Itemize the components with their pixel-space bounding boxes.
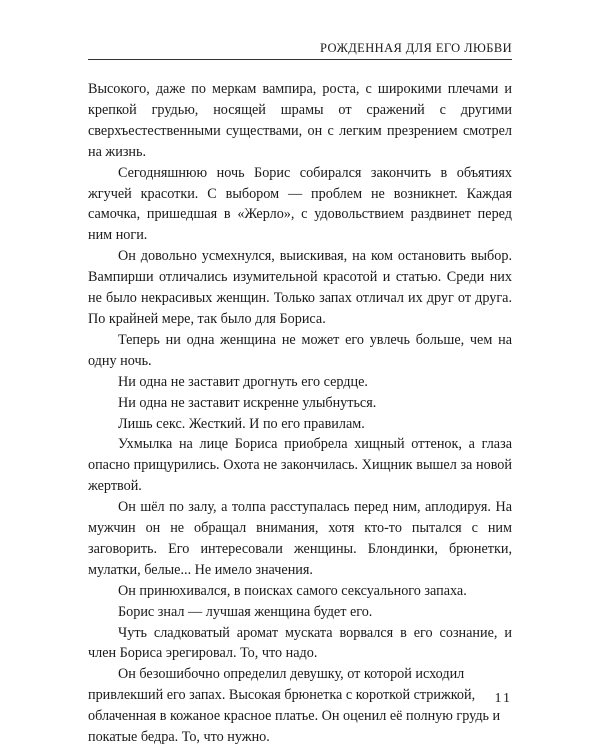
paragraph-6: Ни одна не заставит искренне улыбнуться. [118,394,377,411]
paragraph-3: Он довольно усмехнулся, выискивая, на ком остановить выбор. Вампирши отличались изумительной красотой и статью. Среди них не было некрасивых женщин. Только запах отличал их друг от друга. По крайней мере, так было для Бориса. [88,248,512,327]
paragraph-12: Чуть сладковатый аромат муската ворвался в его сознание, и член Бориса эрегировал. То, что надо. [88,624,512,662]
paragraph-11: Борис знал — лучшая женщина будет его. [118,603,373,620]
paragraph-1: Высокого, даже по меркам вампира, роста, с широкими плечами и крепкой грудью, носящей шрамы от сражений с другими сверхъестественными существами, он с легким презрением смотрел на жизнь. [88,81,512,160]
paragraph-7: Лишь секс. Жесткий. И по его правилам. [118,415,365,432]
paragraph-4: Теперь ни одна женщина не может его увлечь больше, чем на одну ночь. [88,331,512,369]
paragraph-8: Ухмылка на лице Бориса приобрела хищный оттенок, а глаза опасно прищурились. Охота не закончилась. Хищник вышел за новой жертвой. [88,436,512,495]
paragraph-10: Он принюхивался, в поисках самого сексуального запаха. [118,582,467,599]
header-rule [88,59,512,60]
paragraph-2: Сегодняшнюю ночь Борис собирался закончить в объятиях жгучей красотки. С выбором — проблем не возникнет. Каждая самочка, пришедшая в «Жерло», с удовольствием раздвинет перед ним ноги. [88,164,512,244]
page-number: 11 [494,691,512,706]
paragraph-9: Он шёл по залу, а толпа расступалась перед ним, аплодируя. На мужчин он не обращал внимания, хотя кто-то пытался с ним заговорить. Его интересовали женщины. Блондинки, брюнетки, мулатки, белые... Не имело значения. [88,499,512,578]
body-text [88,79,512,748]
running-head-title: РОЖДЕННАЯ ДЛЯ ЕГО ЛЮБВИ [320,41,512,55]
paragraph-13: Он безошибочно определил девушку, от которой исходил привлекший его запах. Высокая брюнетка с короткой стрижкой, облаченная в кожаное красное платье. Он оценил её полную грудь и покатые бедра. То, что нужно. [88,666,501,746]
paragraph-5: Ни одна не заставит дрогнуть его сердце. [118,373,368,390]
